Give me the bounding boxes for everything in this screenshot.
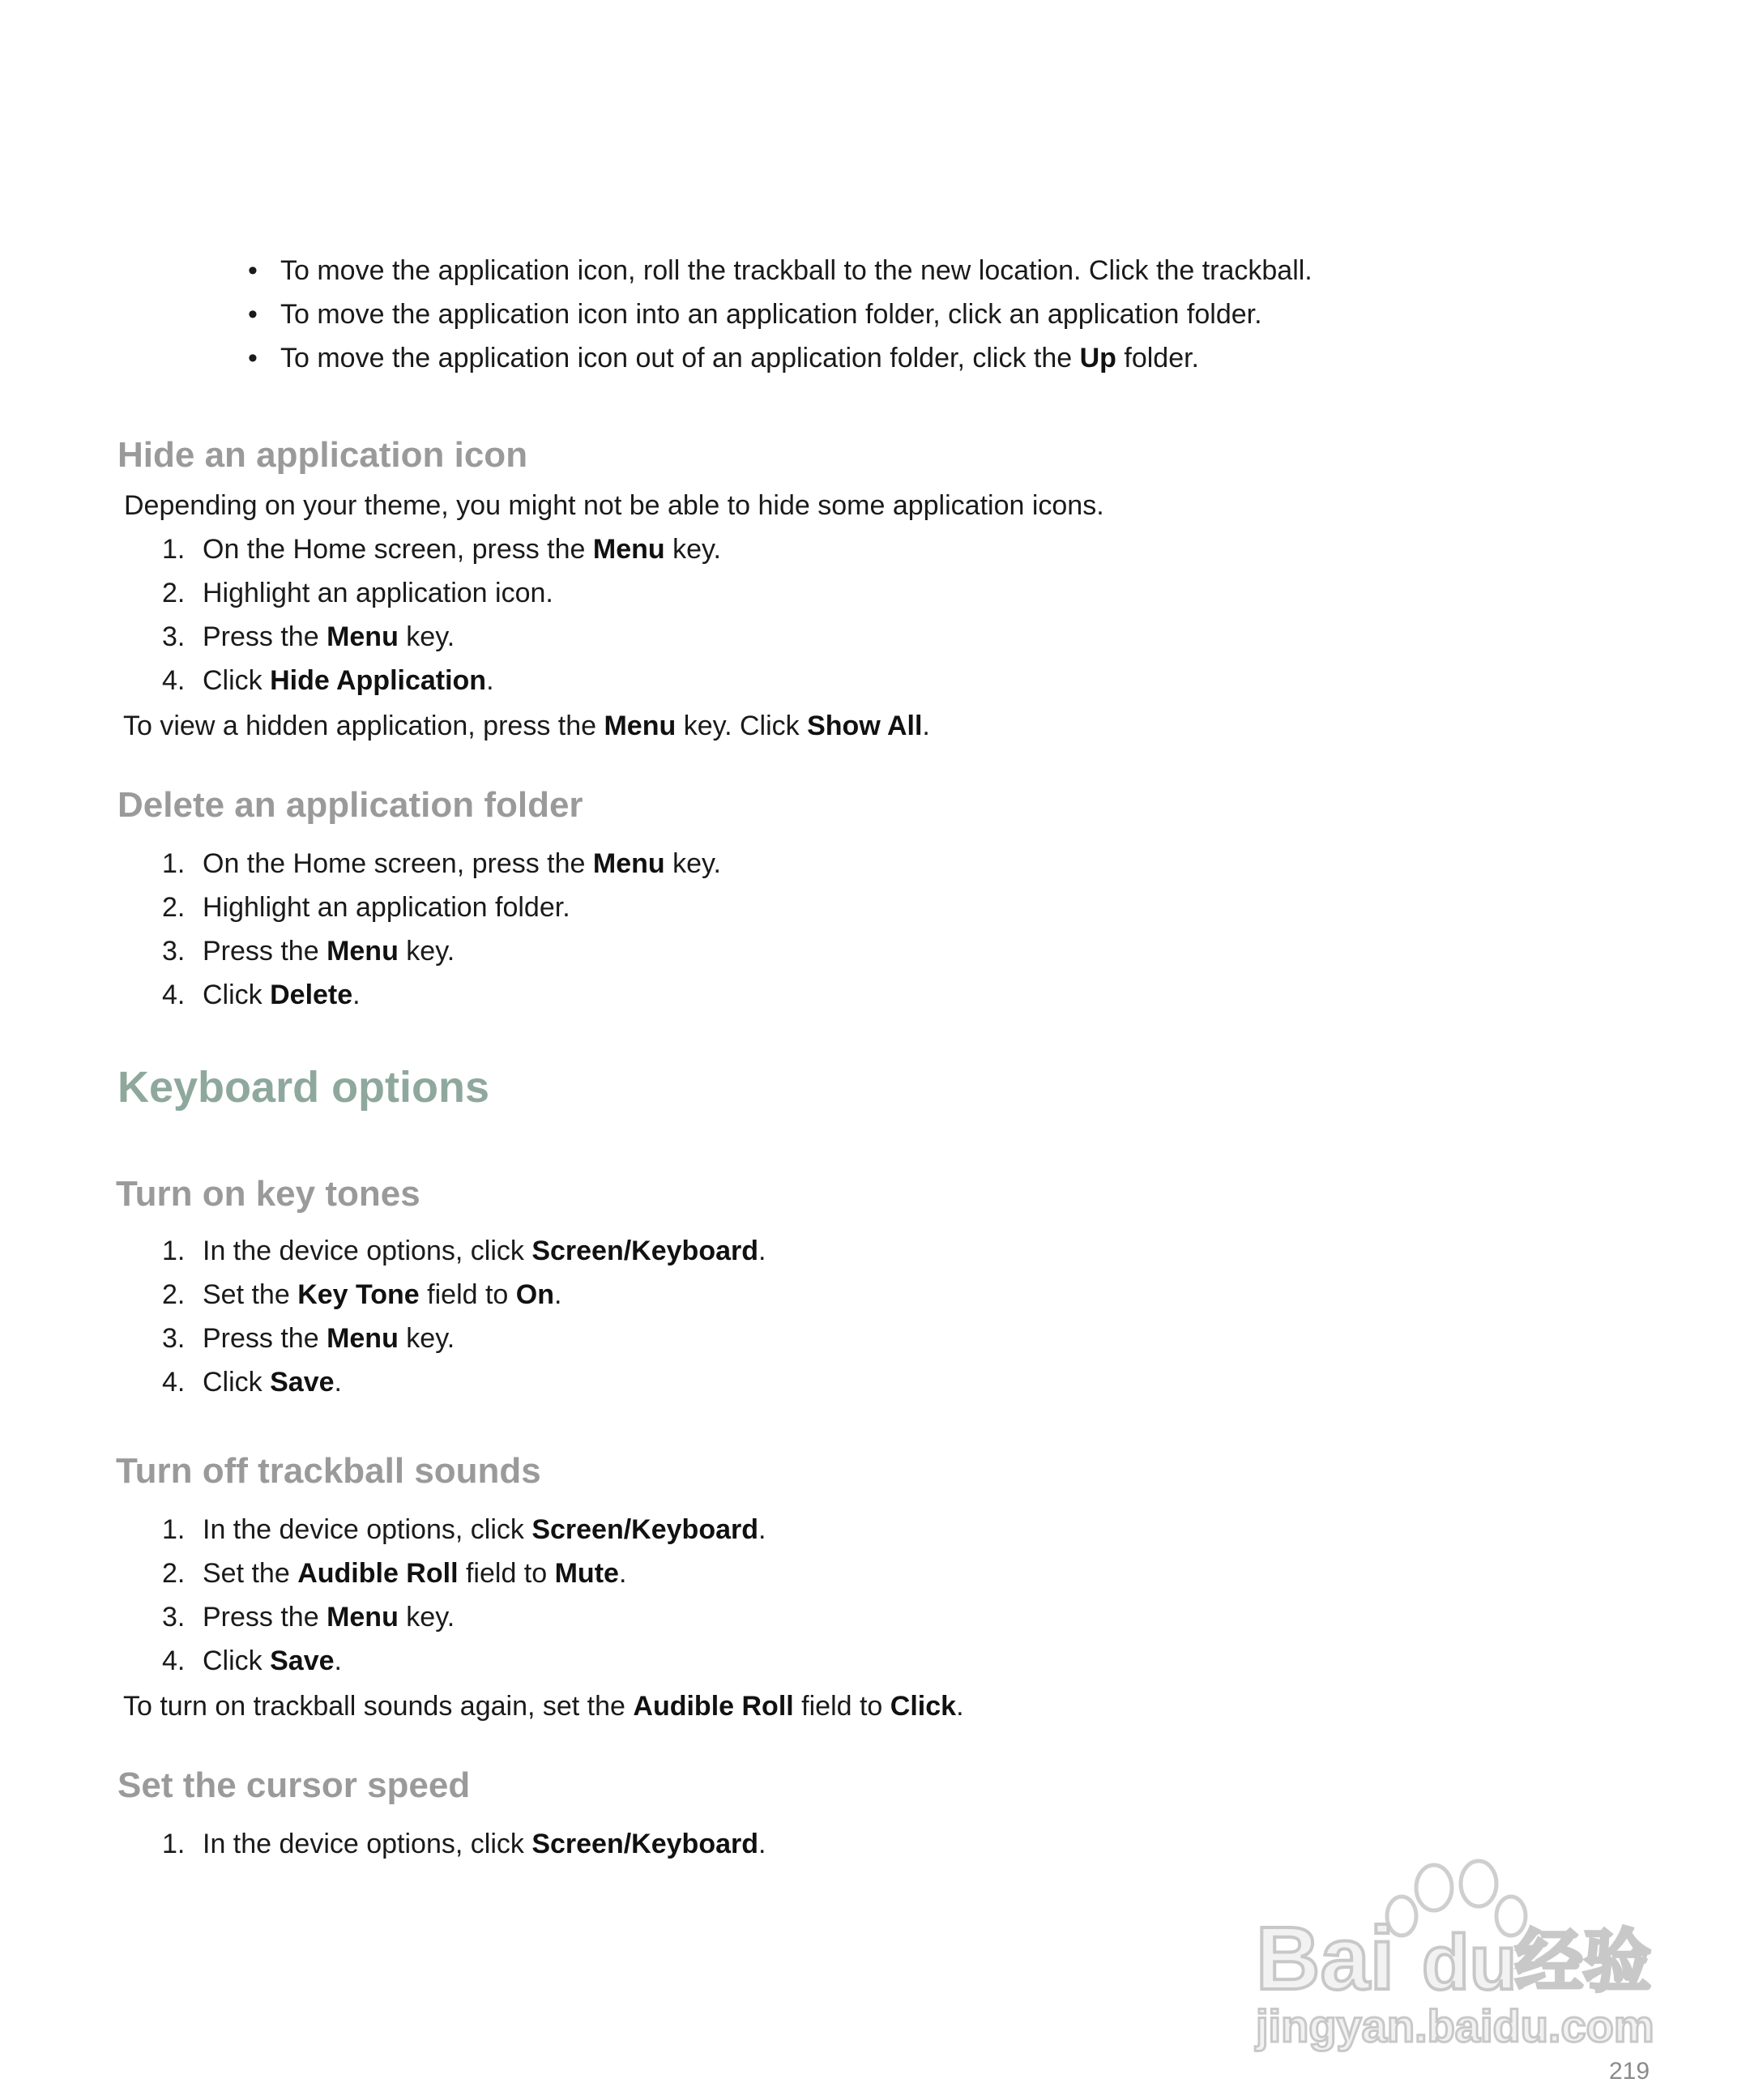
step-item: 2. Highlight an application folder. <box>162 892 570 923</box>
baidu-brand-text: Bai <box>1256 1909 1395 2008</box>
bullet-item: • To move the application icon into an application folder, click an application folder. <box>248 299 1262 330</box>
step-item: 2. Set the Audible Roll field to Mute. <box>162 1558 627 1589</box>
step-item: 4. Click Save. <box>162 1367 342 1398</box>
section-heading: Set the cursor speed <box>117 1765 471 1805</box>
bullet-icon: • <box>248 299 258 330</box>
step-item: 3. Press the Menu key. <box>162 1323 455 1354</box>
section-note: To turn on trackball sounds again, set the Audible Roll field to Click. <box>123 1691 964 1722</box>
bullet-item: • To move the application icon, roll the trackball to the new location. Click the trackball. <box>248 255 1312 286</box>
step-item: 1. On the Home screen, press the Menu key. <box>162 848 721 879</box>
step-item: 2. Set the Key Tone field to On. <box>162 1279 562 1310</box>
step-item: 1. In the device options, click Screen/Keyboard. <box>162 1829 766 1859</box>
baidu-watermark-logo <box>1248 1851 1669 2054</box>
chapter-heading: Keyboard options <box>117 1063 490 1112</box>
bullet-icon: • <box>248 343 258 373</box>
step-item: 1. On the Home screen, press the Menu key. <box>162 534 721 565</box>
baidu-brand-cn: 经验 <box>1515 1922 1652 2001</box>
section-heading: Hide an application icon <box>117 435 528 475</box>
step-item: 3. Press the Menu key. <box>162 621 455 652</box>
section-note: To view a hidden application, press the Menu key. Click Show All. <box>123 711 930 741</box>
paw-toe-icon <box>1461 1861 1496 1906</box>
bullet-item: • To move the application icon out of an application folder, click the Up folder. <box>248 343 1200 373</box>
step-item: 4. Click Delete. <box>162 980 361 1010</box>
section-intro: Depending on your theme, you might not be able to hide some application icons. <box>124 490 1104 521</box>
baidu-url-text: jingyan.baidu.com <box>1256 2000 1654 2051</box>
step-item: 4. Click Save. <box>162 1645 342 1676</box>
step-item: 3. Press the Menu key. <box>162 1602 455 1633</box>
step-item: 1. In the device options, click Screen/Keyboard. <box>162 1236 766 1266</box>
paw-toe-icon <box>1416 1865 1452 1910</box>
page-number: 219 <box>1609 2058 1650 2085</box>
step-item: 4. Click Hide Application. <box>162 665 494 696</box>
step-item: 1. In the device options, click Screen/Keyboard. <box>162 1514 766 1545</box>
section-heading: Delete an application folder <box>117 785 583 825</box>
baidu-brand-du: du <box>1422 1919 1517 2006</box>
section-heading: Turn on key tones <box>116 1174 420 1214</box>
step-item: 2. Highlight an application icon. <box>162 578 553 608</box>
section-heading: Turn off trackball sounds <box>116 1451 541 1491</box>
bullet-icon: • <box>248 255 258 286</box>
step-item: 3. Press the Menu key. <box>162 936 455 967</box>
